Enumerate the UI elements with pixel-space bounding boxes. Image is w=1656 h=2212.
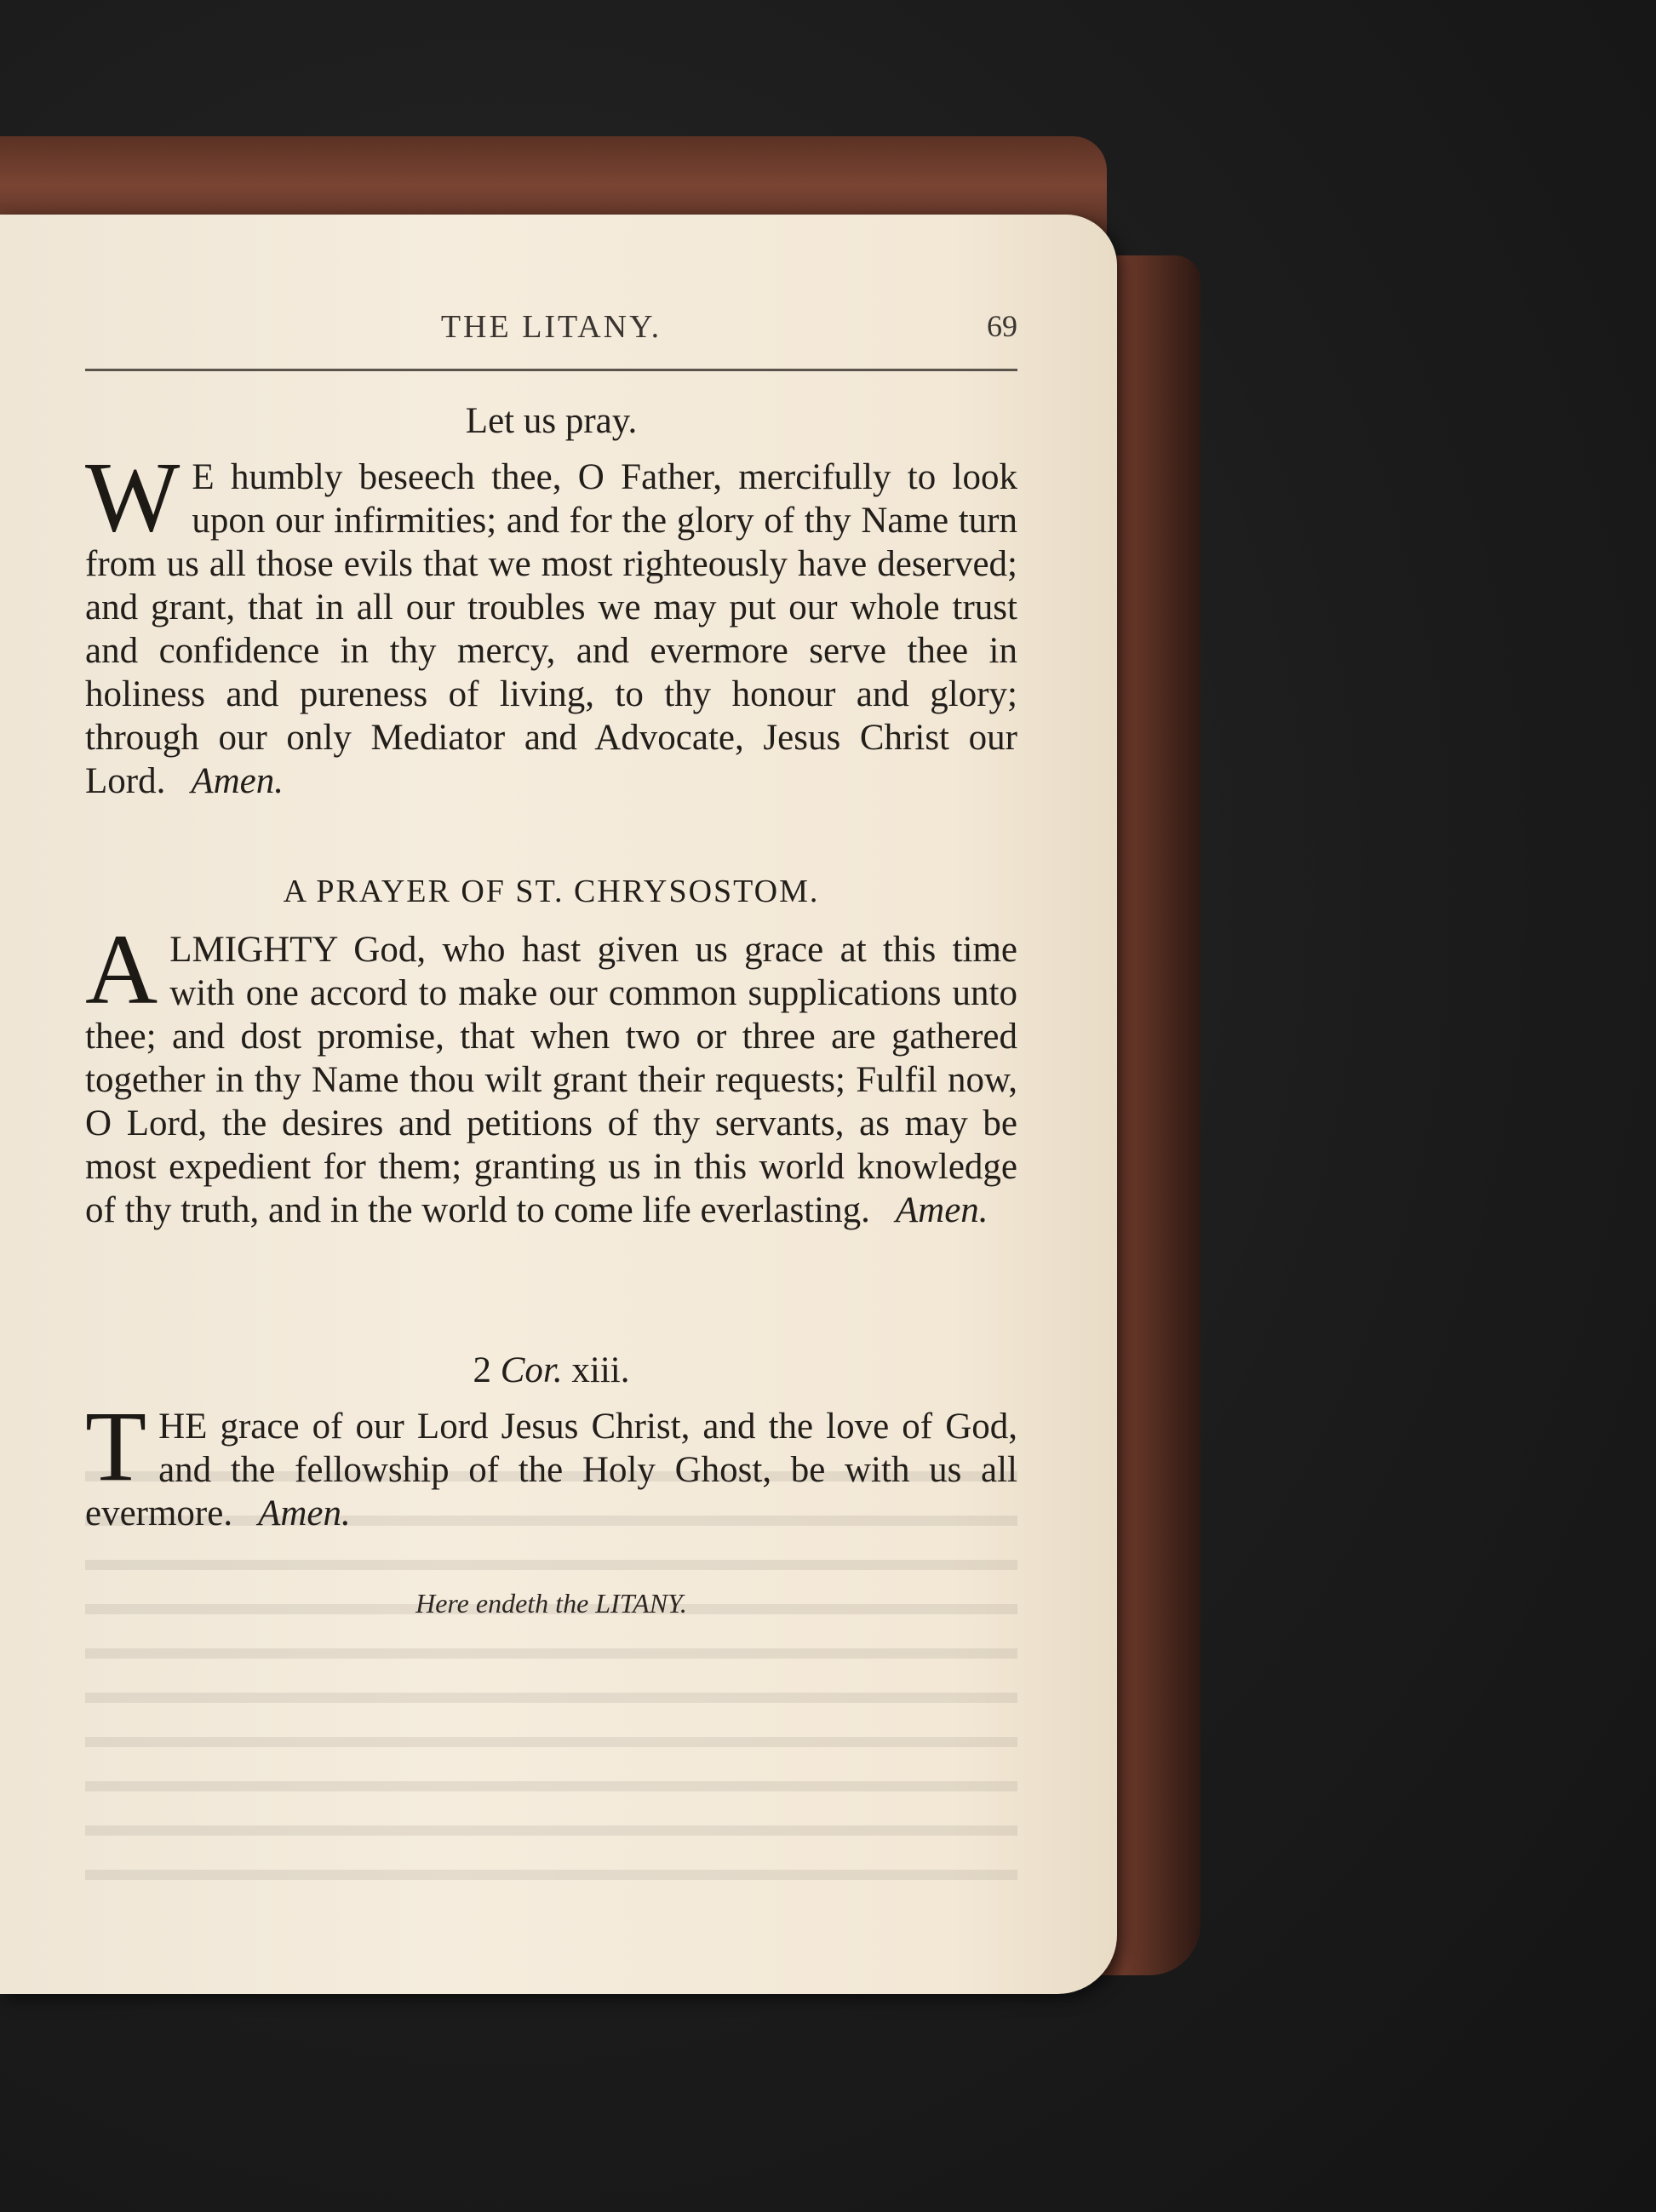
prayer-1-text: E humbly beseech thee, O Father, mercifully to look upon our infirmities; and for the glory of thy Name turn from us all those evils that we most righteously have deserved; and grant, that in all our troubles we may put our whole trust and confidence in thy mercy, and evermore serve thee in holiness and pureness of living, to thy honour and glory; through our only Mediator and Advocate, Jesus Christ our Lord. xyxy=(85,457,1017,801)
dropcap-t: T xyxy=(85,1390,147,1502)
grace-paragraph xyxy=(85,1390,1017,1535)
grace-text: HE grace of our Lord Jesus Christ, and the love of God, and the fellowship of the Holy Ghost, be with us all evermore. xyxy=(85,1407,1017,1533)
prayer-paragraph-2 xyxy=(85,914,1017,1232)
dropcap-w: W xyxy=(85,441,180,553)
corinthians-chapter: xiii. xyxy=(571,1350,630,1390)
corinthians-number: 2 xyxy=(473,1350,491,1390)
grace-amen: Amen. xyxy=(258,1493,351,1533)
header-rule xyxy=(85,369,1017,371)
running-head xyxy=(85,308,1017,351)
running-title: THE LITANY. xyxy=(440,309,662,345)
chrysostom-heading: A PRAYER OF ST. CHRYSOSTOM. xyxy=(283,874,820,909)
page-number: 69 xyxy=(987,309,1017,343)
prayer-1-amen: Amen. xyxy=(191,761,284,801)
prayer-2-text: LMIGHTY God, who hast given us grace at this time with one accord to make our common supplications unto thee; and dost promise, that when two or three are gathered together in thy Name thou wilt grant their requests; Fulfil now, O Lord, the desires and petitions of thy servants, as may be most expedient for them; granting us in this world knowledge of thy truth, and in the world to come life everlasting. xyxy=(85,930,1017,1230)
corinthians-book: Cor. xyxy=(500,1350,563,1390)
prayer-paragraph-1 xyxy=(85,441,1017,803)
dropcap-a: A xyxy=(85,914,158,1025)
end-note: Here endeth the LITANY. xyxy=(415,1588,687,1619)
corinthians-heading xyxy=(85,1350,1017,1391)
prayer-heading: Let us pray. xyxy=(465,401,638,441)
prayer-2-amen: Amen. xyxy=(895,1190,988,1230)
